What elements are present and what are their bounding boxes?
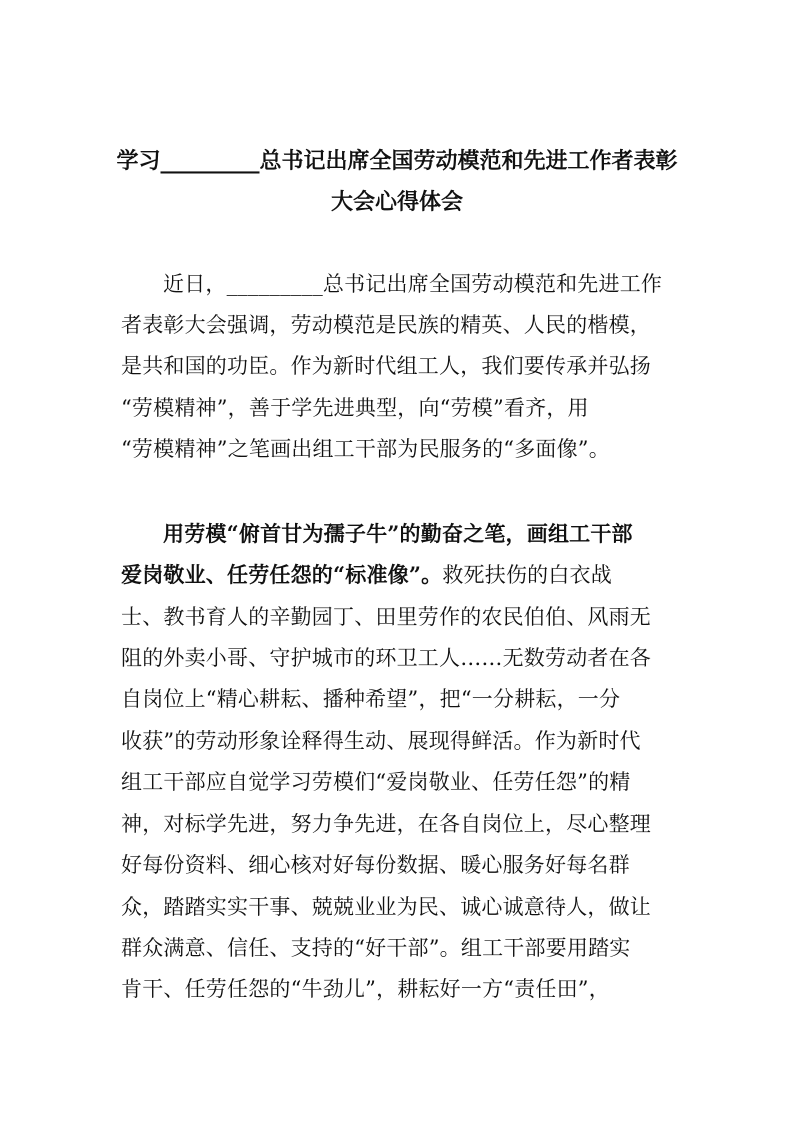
paragraph2-line-2 (121, 561, 612, 589)
paragraph2-line-5: 自岗位上“精心耕耘、播种希望”，把“一分耕耘，一分 (121, 687, 621, 711)
paragraph2-line-6: 收获”的劳动形象诠释得生动、展现得鲜活。作为新时代 (121, 729, 641, 753)
paragraph1-line-4: “劳模精神”，善于学先进典型，向“劳模”看齐，用 (121, 396, 589, 420)
paragraph1-line-3: 是共和国的功臣。作为新时代组工人，我们要传承并弘扬 (121, 354, 651, 378)
paragraph1-line-1: 近日，_________总书记出席全国劳动模范和先进工作 (163, 272, 663, 296)
paragraph2-line-11: 群众满意、信任、支持的“好干部”。组工干部要用踏实 (121, 936, 631, 960)
paragraph2-line-3: 士、教书育人的辛勤园丁、田里劳作的农民伯伯、风雨无 (121, 605, 651, 629)
paragraph2-line-2-text: 救死扶伤的白衣战 (442, 563, 612, 587)
paragraph2-line-12: 肯干、任劳任怨的“牛劲儿”，耕耘好一方“责任田”， (121, 977, 610, 1001)
paragraph2-heading-line-2: 爱岗敬业、任劳任怨的“标准像”。 (121, 562, 443, 587)
document-title-line-1: 学习_________总书记出席全国劳动模范和先进工作者表彰 (116, 148, 678, 174)
paragraph1-line-2: 者表彰大会强调，劳动模范是民族的精英、人民的楷模， (121, 313, 651, 337)
paragraph2-line-7: 组工干部应自觉学习劳模们“爱岗敬业、任劳任怨”的精 (121, 770, 631, 794)
paragraph2-line-9: 好每份资料、细心核对好每份数据、暖心服务好每名群 (121, 853, 630, 877)
paragraph2-line-10: 众，踏踏实实干事、兢兢业业为民、诚心诚意待人，做让 (121, 895, 651, 919)
paragraph2-line-8: 神，对标学先进，努力争先进，在各自岗位上，尽心整理 (121, 812, 651, 836)
paragraph1-line-5: “劳模精神”之笔画出组工干部为民服务的“多面像”。 (121, 437, 610, 461)
paragraph2-heading-line-1: 用劳模“俯首甘为孺子牛”的勤奋之笔，画组工干部 (163, 521, 633, 546)
document-title-line-2: 大会心得体会 (330, 189, 463, 215)
paragraph2-line-4: 阻的外卖小哥、守护城市的环卫工人……无数劳动者在各 (121, 646, 651, 670)
